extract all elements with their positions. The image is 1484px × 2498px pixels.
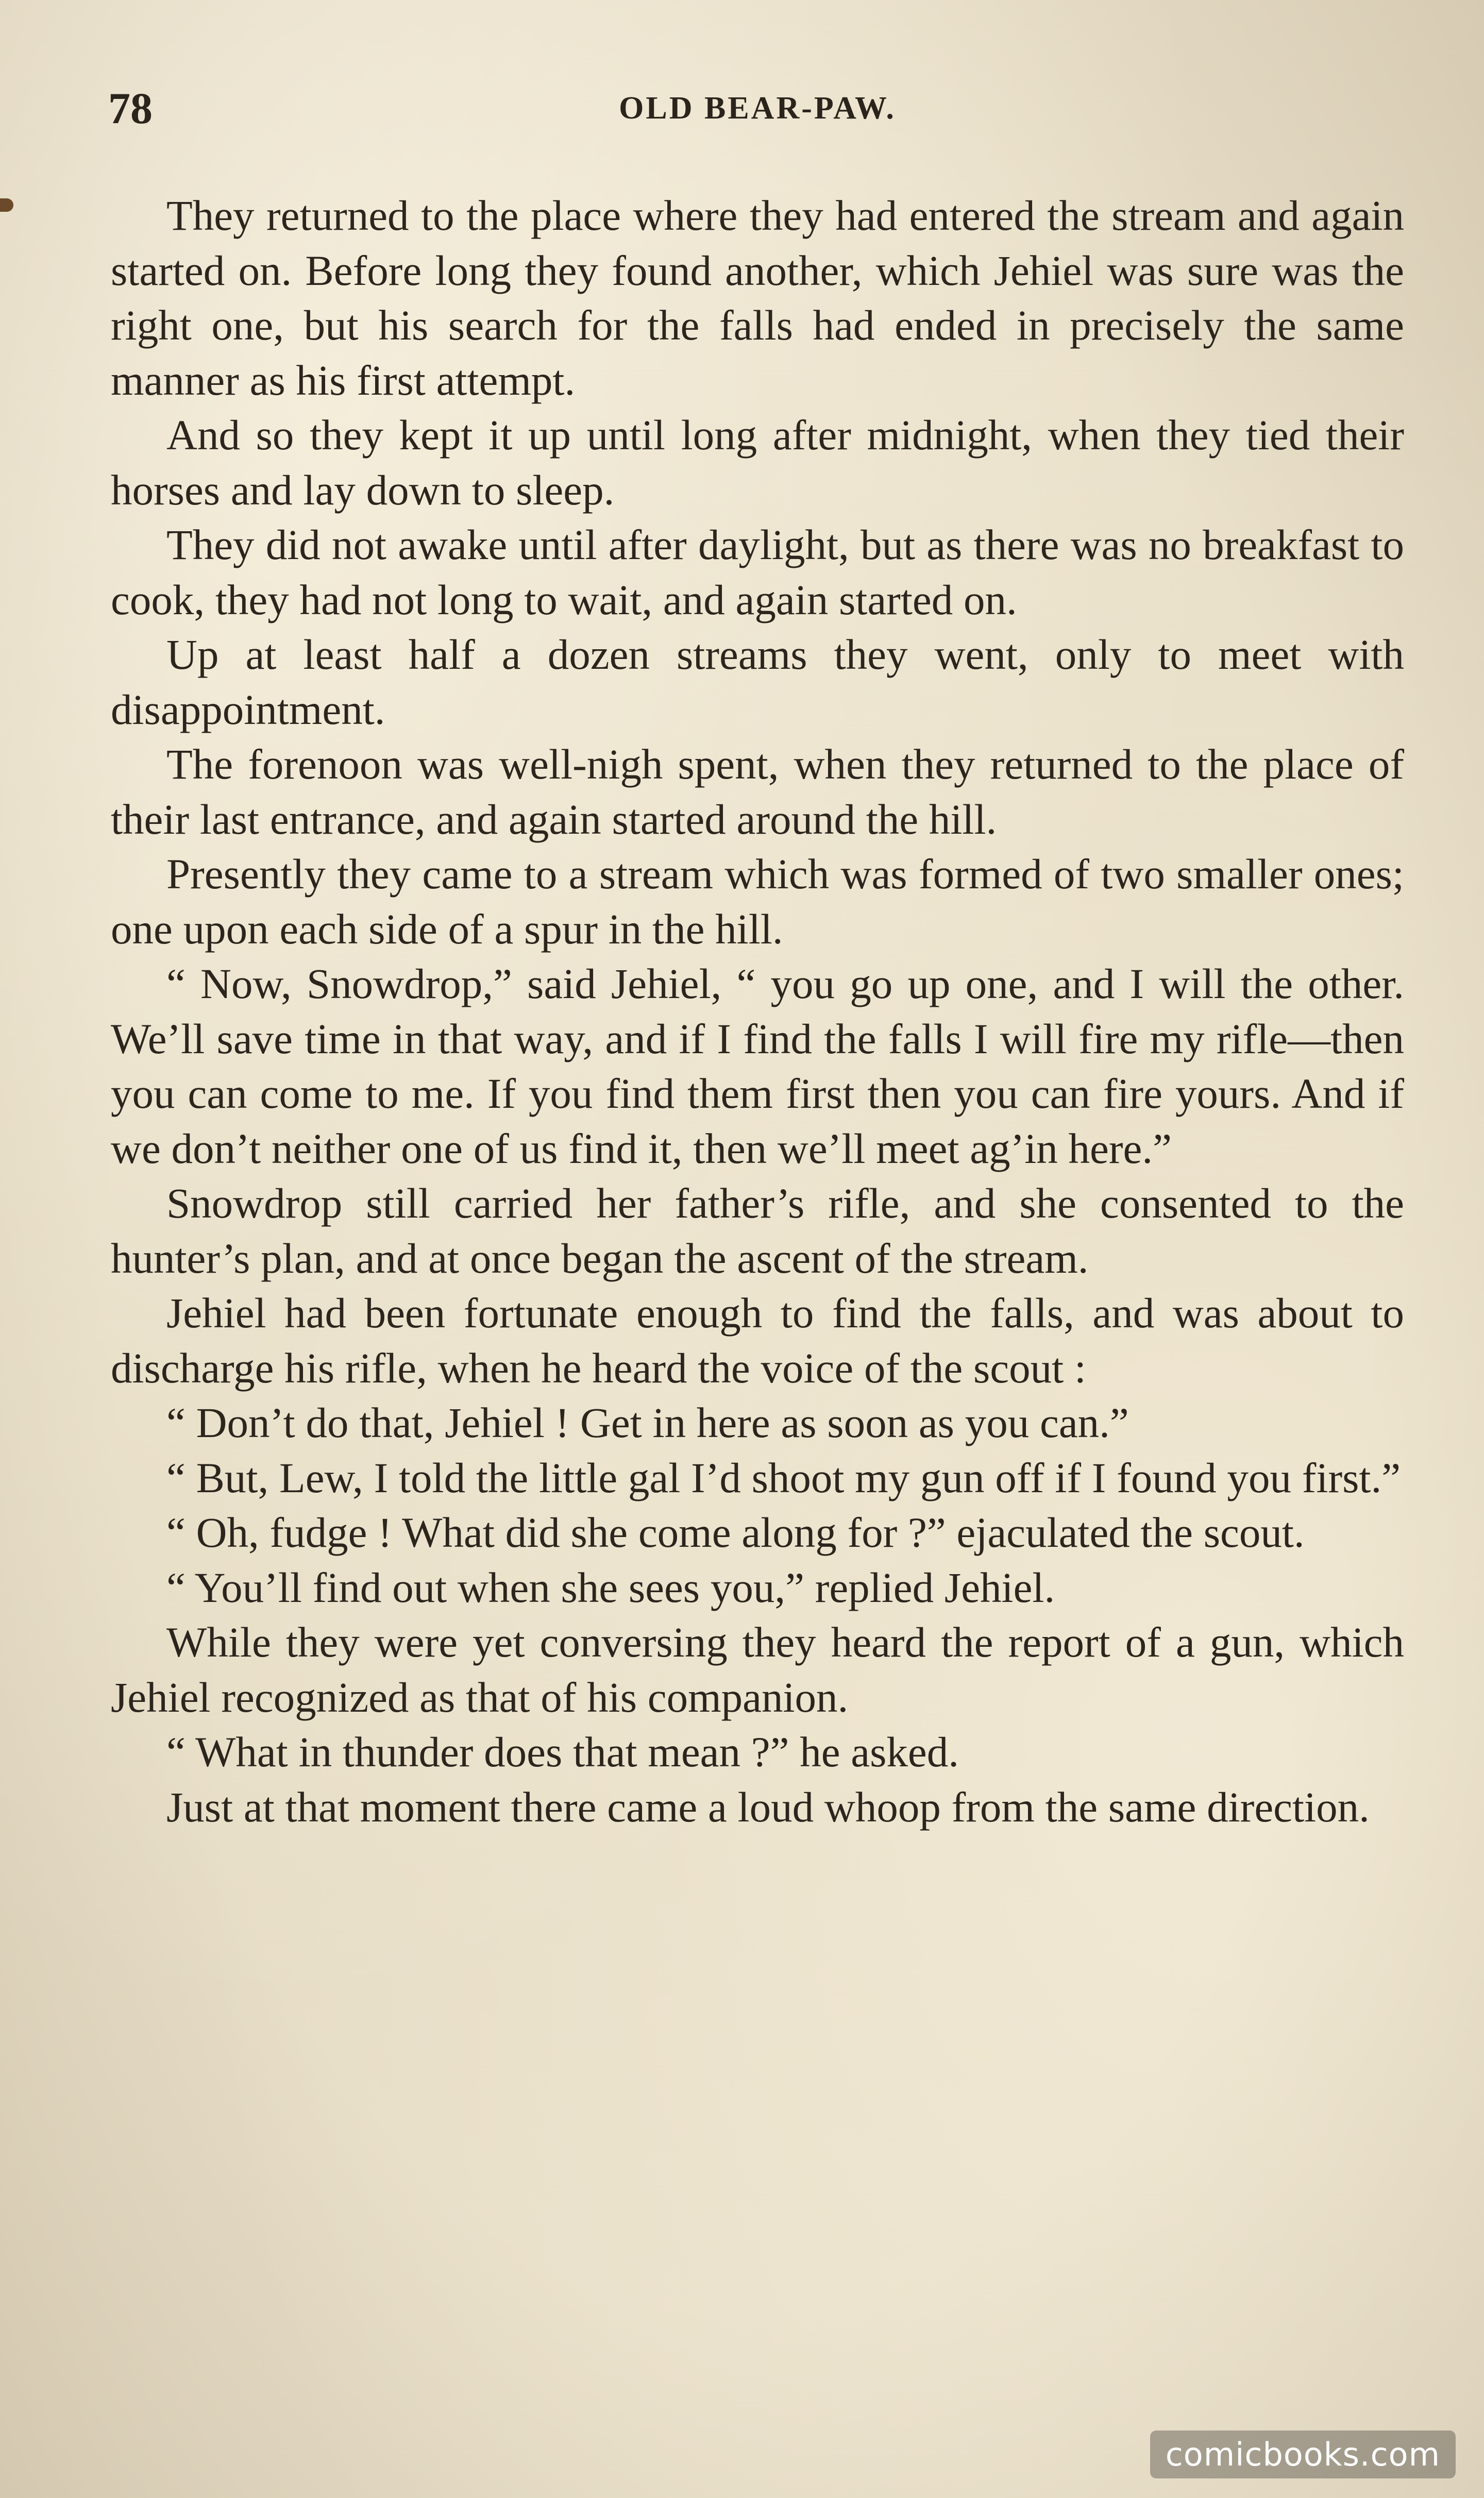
paragraph: Jehiel had been fortunate enough to find the falls, and was about to discharge his rifle, when he heard the voice of the scout : bbox=[111, 1289, 1404, 1392]
paragraph: “ Oh, fudge ! What did she come along for ?” ejaculated the scout. bbox=[166, 1509, 1305, 1556]
paragraph: “ You’ll find out when she sees you,” replied Jehiel. bbox=[166, 1563, 1055, 1611]
running-head bbox=[108, 77, 1407, 139]
source-watermark: comicbooks.com bbox=[1150, 2431, 1456, 2478]
paragraph: They returned to the place where they had entered the stream and again started on. Before long they found another, which Jehiel was sure was the right one, but his search for the falls had ended in precisely the same manner as his first attempt. bbox=[111, 192, 1404, 404]
page-edge-mark bbox=[0, 198, 13, 212]
paragraph: Up at least half a dozen streams they went, only to meet with disappointment. bbox=[111, 631, 1404, 733]
paragraph: And so they kept it up until long after midnight, when they tied their horses and lay down to sleep. bbox=[111, 411, 1404, 514]
paragraph: The forenoon was well-nigh spent, when they returned to the place of their last entrance, and again started around the hill. bbox=[111, 740, 1404, 843]
paragraph: Presently they came to a stream which was formed of two smaller ones; one upon each side of a spur in the hill. bbox=[111, 850, 1404, 953]
paragraph: While they were yet conversing they heard the report of a gun, which Jehiel recognized as that of his companion. bbox=[111, 1618, 1404, 1721]
body-text bbox=[111, 188, 1404, 1834]
paragraph: They did not awake until after daylight, but as there was no breakfast to cook, they had not long to wait, and again started on. bbox=[111, 521, 1404, 623]
paragraph: Just at that moment there came a loud whoop from the same direction. bbox=[166, 1783, 1370, 1831]
paragraph: “ Now, Snowdrop,” said Jehiel, “ you go up one, and I will the other. We’ll save time in that way, and if I find the falls I will fire my rifle—then you can come to me. If you find them first then you can fire yours. And if we don’t neither one of us find it, then we’ll meet ag’in here.” bbox=[111, 960, 1404, 1172]
paragraph: “ What in thunder does that mean ?” he asked. bbox=[166, 1728, 959, 1776]
page-number: 78 bbox=[108, 83, 153, 133]
running-title: OLD BEAR-PAW. bbox=[619, 91, 896, 126]
paragraph: “ But, Lew, I told the little gal I’d shoot my gun off if I found you first.” bbox=[166, 1454, 1401, 1501]
paragraph: “ Don’t do that, Jehiel ! Get in here as soon as you can.” bbox=[166, 1399, 1129, 1446]
paragraph: Snowdrop still carried her father’s rifle, and she consented to the hunter’s plan, and at once began the ascent of the stream. bbox=[111, 1179, 1404, 1282]
